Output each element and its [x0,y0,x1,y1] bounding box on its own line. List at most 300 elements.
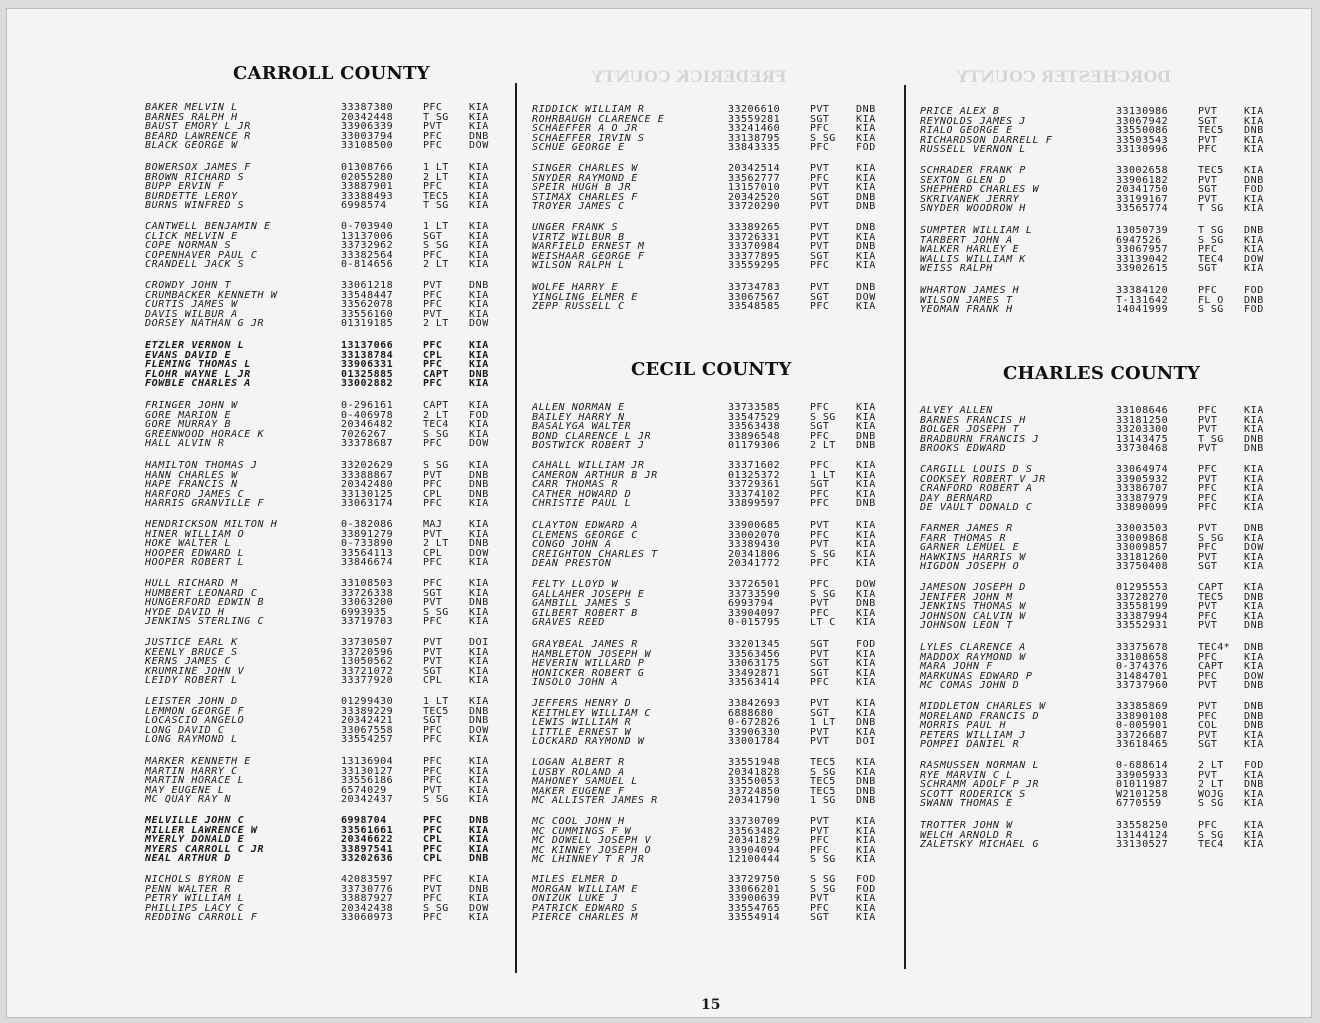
casualty-name: FELTY LLOYD W [532,579,619,590]
status-code: DNB [1244,680,1264,692]
serial-number: 33384120 [1116,285,1169,296]
serial-number: 33387979 [1116,492,1169,504]
rank: CPL [423,675,443,687]
entry-group [920,286,1290,315]
rank: PFC [810,677,830,689]
status-code: KIA [469,221,489,232]
status-code: DNB [469,705,489,717]
rank: PVT [423,121,443,133]
column-rule-right [904,85,906,969]
casualty-name: CROWDY JOHN T [145,280,232,291]
rank: 2 LT [1198,760,1224,771]
entry-group [532,699,902,747]
serial-number: 7026267 [341,428,387,440]
serial-number: 33067942 [1116,115,1169,127]
rank: 2 LT [810,440,836,452]
serial-number: 33843335 [728,142,781,154]
status-code: KIA [469,359,489,371]
casualty-name: CAMERON ARTHUR B JR [532,469,658,481]
status-code: DOW [469,140,489,152]
rank: PFC [1198,483,1218,495]
document-page [6,8,1312,1018]
rank: T SG [1198,225,1224,236]
serial-number: 33902615 [1116,263,1169,275]
rank: CPL [423,547,443,559]
status-code: KIA [856,231,876,243]
serial-number: 12100444 [728,854,781,866]
status-code: KIA [1244,115,1264,127]
status-code: KIA [1244,788,1264,800]
rank: 1 LT [423,221,449,232]
rank: PFC [810,579,830,590]
rank: SGT [810,667,830,679]
casualty-entry [532,796,902,806]
casualty-name: MARTIN HARRY C [145,765,238,777]
rank: SGT [423,715,443,727]
rank: PVT [1198,443,1218,455]
status-code: FOD [469,409,489,421]
rank: PFC [1198,144,1218,156]
rank: T SG [1198,433,1224,445]
serial-number: 20342421 [341,715,394,727]
rank: PFC [423,775,443,787]
casualty-name: BEARD LAWRENCE R [145,130,251,142]
status-code: KIA [856,902,876,914]
status-code: DOW [856,579,876,590]
serial-number: 42083597 [341,874,394,885]
casualty-name: MC COMAS JOHN D [920,680,1020,692]
heading-carroll-county: CARROLL COUNTY [233,63,430,84]
rank: PFC [1198,610,1218,622]
rank: PVT [810,241,830,253]
rank: 2 LT [423,538,449,550]
rank: PFC [810,460,830,471]
casualty-name: REDDING CARROLL F [145,912,258,924]
casualty-name: CLICK MELVIN E [145,230,238,242]
casualty-name: JOHNSON LEON T [920,620,1013,632]
casualty-name: HIGDON JOSEPH O [920,561,1020,573]
casualty-name: SPEIR HUGH B JR [532,182,632,194]
rank: COL [1198,720,1218,732]
serial-number: 33724850 [728,785,781,797]
status-code: KIA [1244,492,1264,504]
serial-number: 20341828 [728,766,781,778]
serial-number: 33201345 [728,639,781,650]
serial-number: 33720596 [341,646,394,658]
status-code: KIA [856,520,876,531]
serial-number: 6770559 [1116,798,1162,810]
rank: PFC [423,557,443,569]
status-code: KIA [856,698,876,709]
status-code: KIA [469,171,489,183]
casualty-name: JENKINS THOMAS W [920,601,1026,613]
serial-number: 33385869 [1116,701,1169,712]
status-code: KIA [469,696,489,707]
rank: PFC [810,498,830,510]
serial-number: 33060973 [341,912,394,924]
status-code: KIA [469,784,489,796]
casualty-name: SCHAEFFER IRVIN S [532,132,645,144]
status-code: KIA [1244,134,1264,146]
casualty-entry [920,840,1290,850]
rank: 1 LT [810,469,836,481]
serial-number: 6998704 [341,815,387,826]
entry-group [145,341,515,389]
rank: PVT [1198,551,1218,563]
rank: CPL [423,834,443,846]
serial-number: 0-382086 [341,519,394,530]
serial-number: 33900639 [728,893,781,905]
casualty-name: MORGAN WILLIAM E [532,883,638,895]
status-code: KIA [469,289,489,301]
entry-group [145,757,515,805]
casualty-name: PATRICK EDWARD S [532,902,638,914]
status-code: DNB [1244,642,1264,653]
status-code: KIA [1244,414,1264,426]
status-code: KIA [856,469,876,481]
casualty-entry [145,260,515,270]
entry-group [145,638,515,686]
casualty-name: BARNES FRANCIS H [920,414,1026,426]
casualty-name: STIMAX CHARLES F [532,191,638,203]
casualty-entry [920,681,1290,691]
casualty-entry [145,676,515,686]
rank: TEC5 [810,776,836,788]
entry-group [145,461,515,509]
rank: SGT [423,587,443,599]
casualty-name: GARNER LEMUEL E [920,542,1020,554]
status-code: DNB [1244,710,1264,722]
serial-number: 33556160 [341,308,394,320]
rank: PFC [810,123,830,135]
casualty-name: RYE MARVIN C L [920,769,1013,781]
rank: T SG [1198,203,1224,215]
casualty-name: KEITHLEY WILLIAM C [532,707,652,719]
casualty-name: CARGILL LOUIS D S [920,464,1033,475]
serial-number: 33552931 [1116,620,1169,632]
serial-number: 33003503 [1116,523,1169,534]
casualty-name: MORRIS PAUL H [920,720,1007,732]
casualty-name: ETZLER VERNON L [145,340,245,351]
casualty-name: WILSON JAMES T [920,294,1013,306]
status-code: KIA [856,172,876,184]
status-code: KIA [856,607,876,619]
serial-number: 01325885 [341,368,394,380]
rank: PVT [423,469,443,481]
casualty-name: CREIGHTON CHARLES T [532,548,658,560]
casualty-name: GILBERT ROBERT B [532,607,638,619]
casualty-name: RASMUSSEN NORMAN L [920,760,1040,771]
status-code: FOD [1244,760,1264,771]
serial-number: 20341829 [728,835,781,847]
serial-number: 13143475 [1116,433,1169,445]
rank: SGT [1198,561,1218,573]
casualty-name: WALLIS WILLIAM K [920,253,1026,265]
status-code: KIA [1244,610,1264,622]
casualty-name: COPENHAVER PAUL C [145,249,258,261]
status-code: DNB [1244,294,1264,306]
casualty-entry [145,319,515,329]
status-code: KIA [856,835,876,847]
casualty-name: WOLFE HARRY E [532,282,619,293]
status-code: KIA [469,578,489,589]
rank: PFC [423,130,443,142]
status-code: DNB [469,368,489,380]
rank: PVT [423,646,443,658]
entry-group [532,461,902,509]
status-code: KIA [469,646,489,658]
entry-group [145,520,515,568]
rank: 2 LT [423,259,449,271]
status-code: KIA [1244,473,1264,485]
serial-number: 01325372 [728,469,781,481]
entry-group [920,465,1290,513]
serial-number: 33558250 [1116,820,1169,831]
casualty-name: DEAN PRESTON [532,558,612,570]
status-code: KIA [856,726,876,738]
casualty-entry [532,261,902,271]
rank: PVT [810,698,830,709]
casualty-name: PETERS WILLIAM J [920,729,1026,741]
status-code: KIA [1244,829,1264,841]
casualty-entry [532,202,902,212]
casualty-name: MARKUNAS EDWARD P [920,670,1033,682]
casualty-name: BAUST EMORY L JR [145,121,251,133]
serial-number: 33563438 [728,421,781,433]
status-code: KIA [469,656,489,668]
status-code: DNB [469,130,489,142]
serial-number: 33721072 [341,665,394,677]
casualty-name: PENN WALTER R [145,883,232,895]
status-code: KIA [856,411,876,423]
serial-number: 20342438 [341,902,394,914]
serial-number: 33548585 [728,301,781,313]
casualty-name: PHILLIPS LACY C [145,902,245,914]
serial-number: 33897541 [341,843,394,855]
status-code: KIA [469,190,489,202]
rank: S SG [423,794,449,806]
serial-number: 33067558 [341,724,394,736]
casualty-name: GAMBILL JAMES S [532,598,632,610]
rank: LT C [810,617,836,629]
rank: PVT [810,231,830,243]
rank: PFC [423,578,443,589]
rank: PVT [810,893,830,905]
entry-group [532,580,902,628]
casualty-name: LONG RAYMOND L [145,734,238,746]
status-code: KIA [1244,234,1264,246]
rank: SGT [810,113,830,125]
rank: PVT [423,784,443,796]
serial-number: 33139042 [1116,253,1169,265]
casualty-name: SNYDER WOODROW H [920,203,1026,215]
casualty-name: CONGO JOHN A [532,539,612,551]
serial-number: 13157010 [728,182,781,194]
status-code: DNB [469,280,489,291]
status-code: KIA [469,734,489,746]
rank: PFC [810,844,830,856]
casualty-name: JUSTICE EARL K [145,637,238,648]
serial-number: 33720290 [728,201,781,213]
heading-charles-county: CHARLES COUNTY [1003,363,1201,384]
status-code: DNB [1244,720,1264,732]
serial-number: 33737960 [1116,680,1169,692]
status-code: FOD [1244,285,1264,296]
rank: SGT [810,479,830,491]
casualty-name: COOKSEY ROBERT V JR [920,473,1046,485]
rank: CAPT [423,400,449,411]
serial-number: 33551948 [728,757,781,768]
casualty-name: LEWIS WILLIAM R [532,717,632,729]
entry-group [920,761,1290,809]
rank: SGT [1198,739,1218,751]
casualty-name: MARTIN HORACE L [145,775,245,787]
rank: PFC [810,902,830,914]
serial-number: 0-005901 [1116,720,1169,732]
entry-group [532,758,902,806]
heading-cecil-county: CECIL COUNTY [631,359,792,380]
status-code: DNB [469,488,489,500]
serial-number: 33067567 [728,291,781,303]
status-code: KIA [856,648,876,660]
status-code: DNB [1244,620,1264,632]
serial-number: 33559295 [728,260,781,272]
rank: PVT [423,637,443,648]
serial-number: 20346622 [341,834,394,846]
entry-group [920,702,1290,750]
serial-number: 33108500 [341,140,394,152]
rank: PFC [423,479,443,491]
rank: PFC [1198,405,1218,416]
rank: PFC [423,181,443,193]
casualty-name: WEISS RALPH [920,263,993,275]
serial-number: 33618465 [1116,739,1169,751]
casualty-name: SUMPTER WILLIAM L [920,225,1033,236]
serial-number: 0-703940 [341,221,394,232]
status-code: KIA [1244,244,1264,256]
casualty-name: LUSBY ROLAND A [532,766,625,778]
casualty-name: MORELAND FRANCIS D [920,710,1040,722]
serial-number: 33382564 [341,249,394,261]
casualty-name: MIDDLETON CHARLES W [920,701,1046,712]
status-code: KIA [469,756,489,767]
rank: PVT [810,726,830,738]
status-code: KIA [1244,532,1264,544]
status-code: DNB [856,201,876,213]
status-code: KIA [856,707,876,719]
rank: 2 LT [1198,779,1224,791]
status-code: KIA [1244,144,1264,156]
casualty-entry [145,617,515,627]
status-code: KIA [469,240,489,252]
status-code: KIA [1244,263,1264,275]
serial-number: 33387380 [341,102,394,113]
serial-number: 33202629 [341,460,394,471]
serial-number: 20342520 [728,191,781,203]
rank: CAPT [1198,661,1224,673]
status-code: DNB [856,598,876,610]
status-code: DNB [469,853,489,865]
serial-number: 20342480 [341,479,394,491]
entry-group [145,281,515,329]
status-code: DOW [1244,542,1264,554]
serial-number: 33388493 [341,190,394,202]
serial-number: 33064974 [1116,464,1169,475]
status-code: DOW [469,438,489,450]
rank: TEC5 [1198,591,1224,603]
casualty-entry [145,854,515,864]
status-code: KIA [469,230,489,242]
casualty-entry [145,795,515,805]
serial-number: 33130125 [341,488,394,500]
casualty-name: HARRIS GRANVILLE F [145,498,265,510]
serial-number: 20341750 [1116,184,1169,196]
serial-number: 33003794 [341,130,394,142]
casualty-name: SCHRAMM ADOLF P JR [920,779,1040,791]
rank: FL O [1198,294,1224,306]
casualty-entry [920,444,1290,454]
serial-number: 33002882 [341,378,394,390]
status-code: KIA [856,402,876,413]
entry-group [532,283,902,312]
rank: PFC [1198,820,1218,831]
entry-group [920,821,1290,850]
rank: PVT [810,201,830,213]
rank: PVT [810,648,830,660]
status-code: KIA [469,824,489,836]
serial-number: 20342514 [728,163,781,174]
serial-number: 33904094 [728,844,781,856]
rank: PFC [810,260,830,272]
rank: PVT [1198,523,1218,534]
casualty-name: BRADBURN FRANCIS J [920,433,1040,445]
status-code: KIA [469,519,489,530]
casualty-name: BOLGER JOSEPH T [920,424,1020,436]
serial-number: 13050739 [1116,225,1169,236]
serial-number: 6947526 [1116,234,1162,246]
entry-group [532,403,902,451]
casualty-name: JENKINS STERLING C [145,616,265,628]
serial-number: 14041999 [1116,304,1169,316]
status-code: KIA [856,825,876,837]
serial-number: 33562777 [728,172,781,184]
casualty-entry [920,204,1290,214]
status-code: KIA [469,378,489,390]
status-code: KIA [856,123,876,135]
rank: PVT [423,883,443,895]
serial-number: 33554257 [341,734,394,746]
rank: PVT [810,520,830,531]
status-code: DNB [856,241,876,253]
casualty-entry [920,621,1290,631]
serial-number: 33001784 [728,736,781,748]
status-code: KIA [469,834,489,846]
serial-number: 33906330 [728,726,781,738]
serial-number: 33199167 [1116,193,1169,205]
serial-number: 33138795 [728,132,781,144]
status-code: KIA [469,675,489,687]
status-code: KIA [469,400,489,411]
casualty-name: MARKER KENNETH E [145,756,251,767]
status-code: KIA [469,428,489,440]
casualty-name: MILES ELMER D [532,874,619,885]
entry-group [145,816,515,864]
casualty-name: BOWERSOX JAMES F [145,162,251,173]
casualty-name: UNGER FRANK S [532,222,619,233]
status-code: DNB [856,104,876,115]
serial-number: 01295553 [1116,582,1169,593]
rank: TEC4 [1198,839,1224,851]
